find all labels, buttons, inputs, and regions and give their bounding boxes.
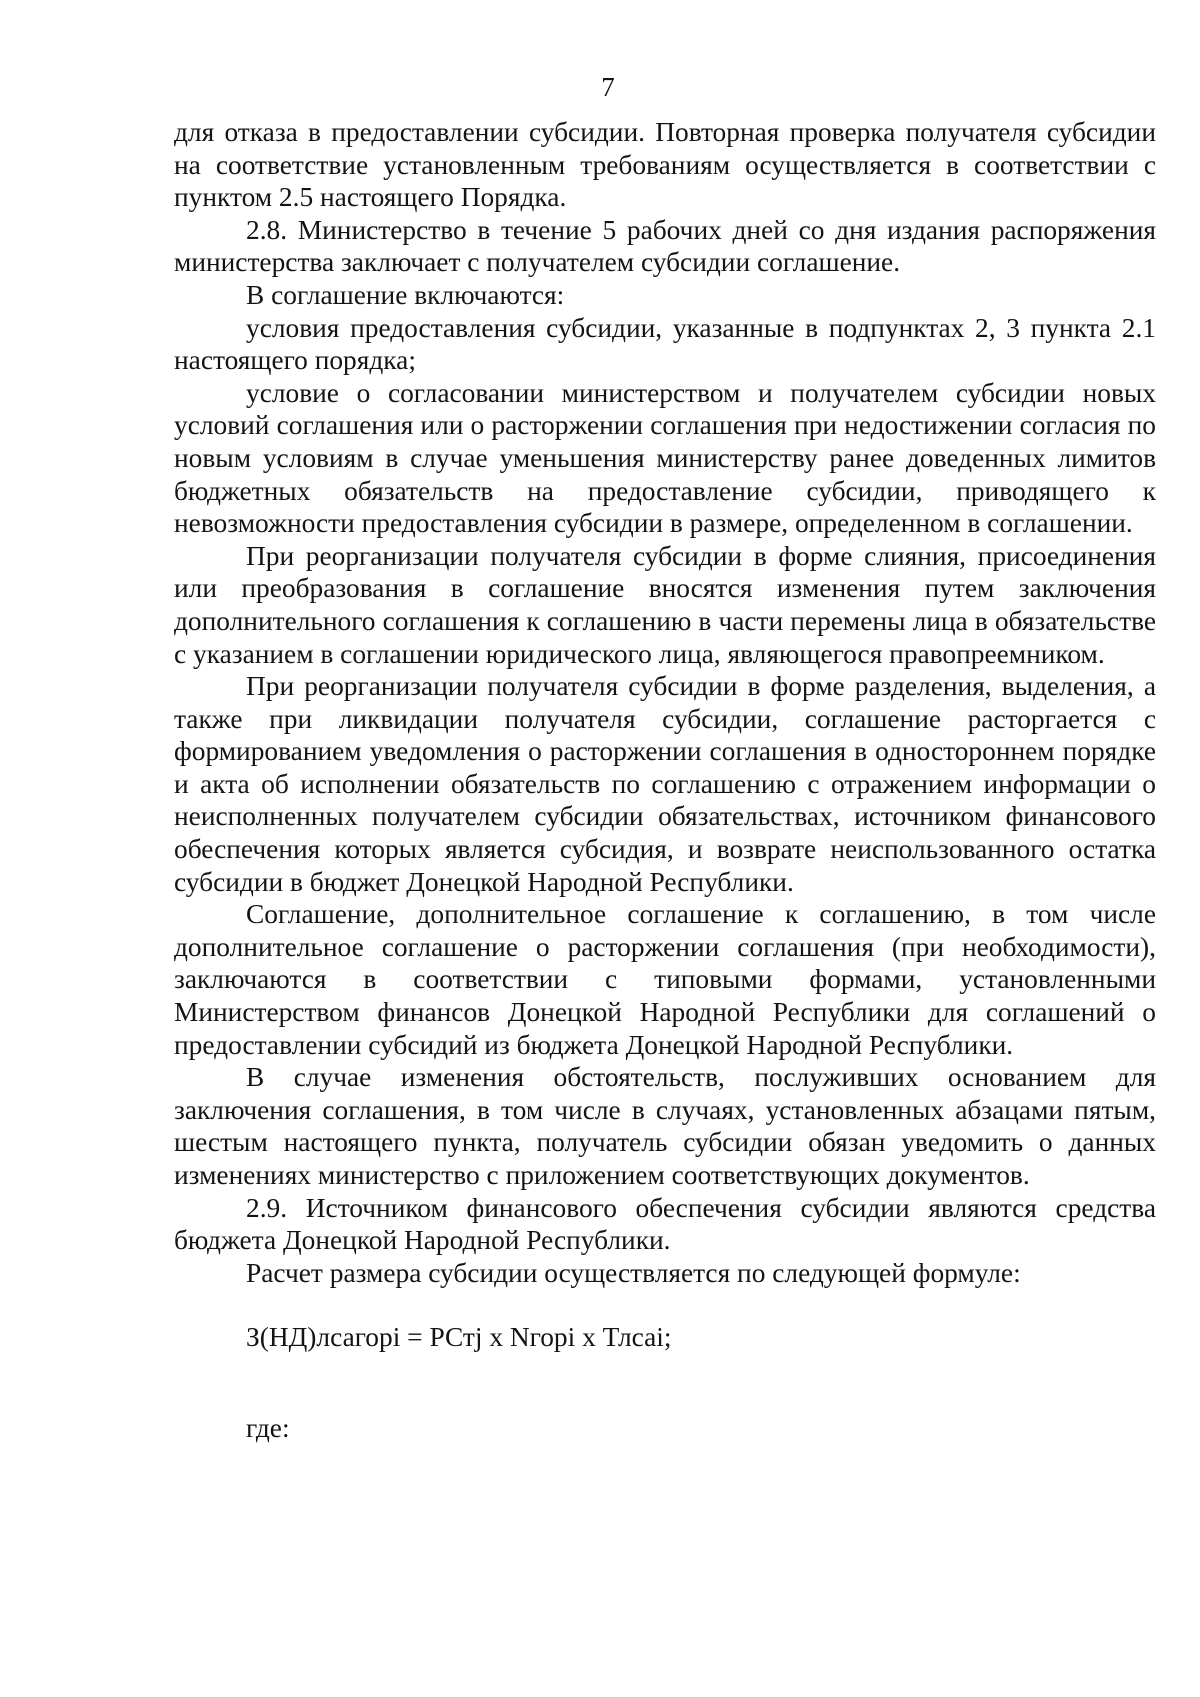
paragraph-change-circumstances: В случае изменения обстоятельств, послуживших основанием для заключения соглашения, в том числе в случаях, установленных абзацами пятым, шестым настоящего пункта, получатель субсидии обязан уведомить о данных изменениях министерство с приложением соответствующих документов.: [174, 1062, 1156, 1190]
paragraph-conditions: условия предоставления субсидии, указанные в подпунктах 2, 3 пункта 2.1 настоящего порядка;: [174, 312, 1156, 376]
paragraph-reorganization-merger: При реорганизации получателя субсидии в форме слияния, присоединения или преобразования в соглашение вносятся изменения путем заключения дополнительного соглашения к соглашению в части перемены лица в обязательстве с указанием в соглашении юридического лица, являющегося правопреемником.: [174, 540, 1156, 669]
paragraph-typical-forms: Соглашение, дополнительное соглашение к соглашению, в том числе дополнительное соглашение о расторжении соглашения (при необходимости), заключаются в соответствии с типовыми формами, установленными Министерством финансов Донецкой Народной Республики для соглашений о предоставлении субсидий из бюджета Донецкой Народной Республики.: [174, 899, 1156, 1060]
paragraph-2-8: 2.8. Министерство в течение 5 рабочих дней со дня издания распоряжения министерства заключает с получателем субсидии соглашение.: [174, 214, 1156, 278]
document-body: [174, 116, 1156, 1445]
page-number: 7: [601, 72, 615, 102]
paragraph-condition-agreement: условие о согласовании министерством и получателем субсидии новых условий соглашения или о расторжении соглашения при недостижении согласия по новым условиям в случае уменьшения министерству ранее доведенных лимитов бюджетных обязательств на предоставление субсидии, приводящего к невозможности предоставления субсидии в размере, определенном в соглашении.: [174, 377, 1156, 539]
paragraph-reorganization-division: При реорганизации получателя субсидии в форме разделения, выделения, а также при ликвидации получателя субсидии, соглашение расторгается с формированием уведомления о расторжении соглашения в одностороннем порядке и акта об исполнении обязательств по соглашению с отражением информации о неисполненных получателем субсидии обязательствах, источником финансового обеспечения которых является субсидия, и возврате неиспользованного остатка субсидии в бюджет Донецкой Народной Республики.: [174, 671, 1156, 897]
where-label: где:: [246, 1412, 290, 1443]
paragraph-2-9: 2.9. Источником финансового обеспечения субсидии являются средства бюджета Донецкой Народной Республики.: [174, 1192, 1156, 1256]
paragraph-calculation: Расчет размера субсидии осуществляется по следующей формуле:: [246, 1257, 1021, 1288]
paragraph-continuation: для отказа в предоставлении субсидии. Повторная проверка получателя субсидии на соответствие установленным требованиям осуществляется в соответствии с пунктом 2.5 настоящего Порядка.: [174, 117, 1156, 213]
subsidy-formula: З(НД)лсагорi = РСтj х Nгорi х Тлсаi;: [246, 1322, 672, 1353]
paragraph-agreement-includes: В соглашение включаются:: [246, 279, 565, 310]
